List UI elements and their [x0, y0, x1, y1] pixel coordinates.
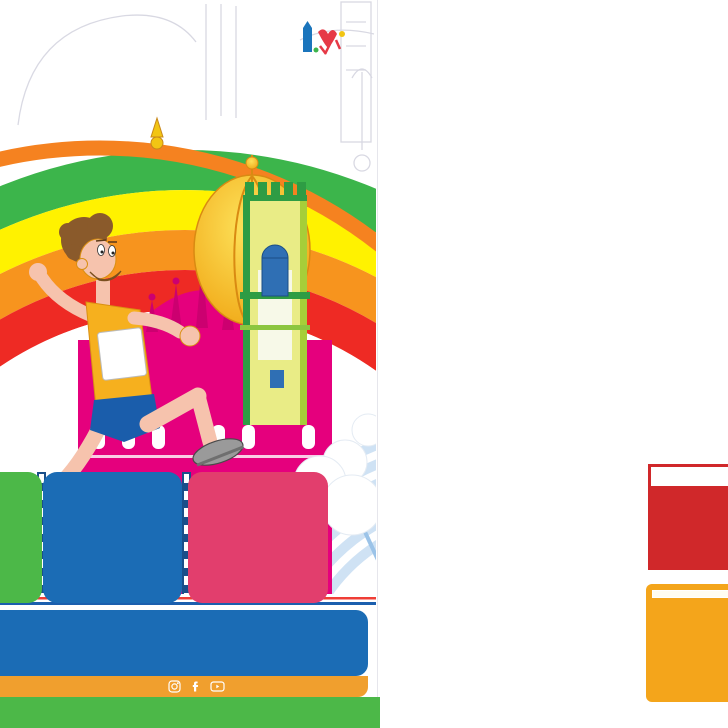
section-quattro-zampe	[643, 34, 728, 44]
card-stracittadina-cut	[0, 472, 42, 603]
panel-divider	[377, 0, 378, 728]
section-stravigevano	[385, 398, 633, 404]
card-half-marathon	[43, 472, 182, 603]
card-stravigevano	[188, 472, 328, 603]
youtube-icon[interactable]	[210, 680, 225, 693]
instagram-icon[interactable]	[168, 680, 181, 693]
programma-box	[646, 462, 728, 572]
website-bar	[0, 676, 368, 697]
programma-header	[651, 467, 728, 486]
atletica-vigevano-logo	[303, 21, 345, 54]
race-bib	[97, 327, 147, 380]
risotto-header	[652, 590, 728, 598]
risotto-box	[646, 584, 728, 702]
bell-tower-illustration	[240, 182, 310, 425]
section-half-marathon	[385, 12, 633, 18]
section-stracittadina	[643, 12, 728, 63]
anniversary-bar	[0, 697, 380, 728]
date-banner	[0, 610, 368, 676]
facebook-icon[interactable]	[189, 680, 202, 693]
section-ability	[643, 54, 728, 64]
